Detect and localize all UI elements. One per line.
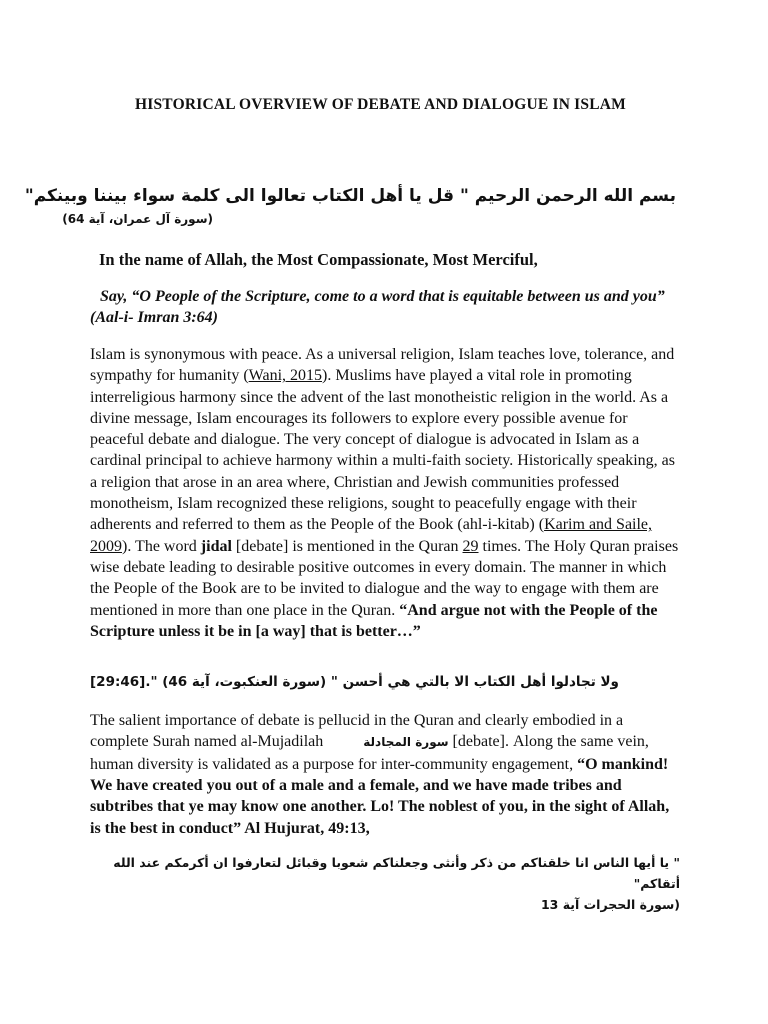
para1-text-3: ). The word	[122, 537, 201, 555]
bold-quote-argue: “And argue not with the People of the Scripture unless it be in [a way] that is better…”	[90, 601, 658, 640]
para1-text-2: ). Muslims have played a vital role in promoting interreligious harmony since the advent of the last monotheistic religion in the world. As a divine message, Islam encourages its followers to explore every possible avenue for peaceful debate and dialogue. The very concept of dialogue is advocated in Islam as a cardinal principal to achieve harmony within a multi-faith society. Historically speaking, as a religion that arose in an area where, Christian and Jewish communities professed monotheism, Islam recognized these religions, sought to peacefully engage with their adherents and referred to them as the People of the Book (ahl-i-kitab) (	[90, 367, 676, 534]
para1-text-1: Islam is synonymous with peace. As a universal religion, Islam teaches love, tolerance, and sympathy for humanity (	[90, 346, 675, 385]
para1-text-5: times. The Holy Quran praises wise debate leading to desirable positive outcomes in every domain. The manner in which the People of the Book are to be invited to dialogue and the way to engage with them are mentioned in more than one place in the Quran.	[90, 537, 679, 619]
citation-karim-saile[interactable]: Karim and Saile, 2009	[90, 516, 653, 555]
quran-quote	[90, 286, 680, 328]
citation-wani[interactable]: Wani, 2015	[248, 367, 323, 385]
term-jidal: jidal	[200, 537, 232, 555]
arabic-reference: (سورة آل عمران، آية 64)	[62, 212, 213, 226]
arabic-hujurat-verse	[90, 852, 680, 915]
arabic-verse: بسم الله الرحمن الرحيم " قل يا أهل الكتاب تعالوا الى كلمة سواء بيننا وبينكم"	[24, 186, 676, 206]
arabic-hujurat-line-1: " يا أيها الناس انا خلقناكم من ذكر وأنثى وجعلناكم شعوبا وقبائل لتعارفوا ان أكرمكم عند الله أتقاكم"	[113, 855, 680, 891]
document-title: HISTORICAL OVERVIEW OF DEBATE AND DIALOGUE IN ISLAM	[135, 96, 626, 113]
basmala-translation: In the name of Allah, the Most Compassionate, Most Merciful,	[99, 250, 538, 269]
bold-quote-mankind: “O mankind! We have created you out of a male and a female, and we have made tribes and subtribes that ye may know one another. Lo! The noblest of you, in the sight of Allah, is the best in conduct” Al Hujurat, 49:13	[90, 755, 670, 838]
para2-text-2: [debate]. Along the same vein, human diversity is validated as a purpose for inter-community engagement,	[90, 733, 649, 773]
para1-text-4: [debate] is mentioned in the Quran	[231, 537, 463, 555]
count-29: 29	[462, 537, 479, 555]
quran-quote-text: Say, “O People of the Scripture, come to a word that is equitable between us and you” (Aal-i- Imran 3:64)	[90, 288, 665, 326]
paragraph-mujadilah	[90, 710, 682, 840]
arabic-inline-mujadilah: سورة المجادلة	[363, 735, 449, 750]
arabic-hujurat-line-2: (سورة الحجرات آية 13	[540, 897, 680, 912]
para2-text-1: The salient importance of debate is pellucid in the Quran and clearly embodied in a complete Surah named al-Mujadilah	[90, 712, 624, 751]
paragraph-intro	[90, 344, 682, 642]
arabic-ankabut-verse: ولا تجادلوا أهل الكتاب الا بالتي هي أحسن " (سورة العنكبوت، آية 46) ".[29:46]	[90, 674, 619, 690]
para2-comma: ,	[365, 818, 370, 838]
